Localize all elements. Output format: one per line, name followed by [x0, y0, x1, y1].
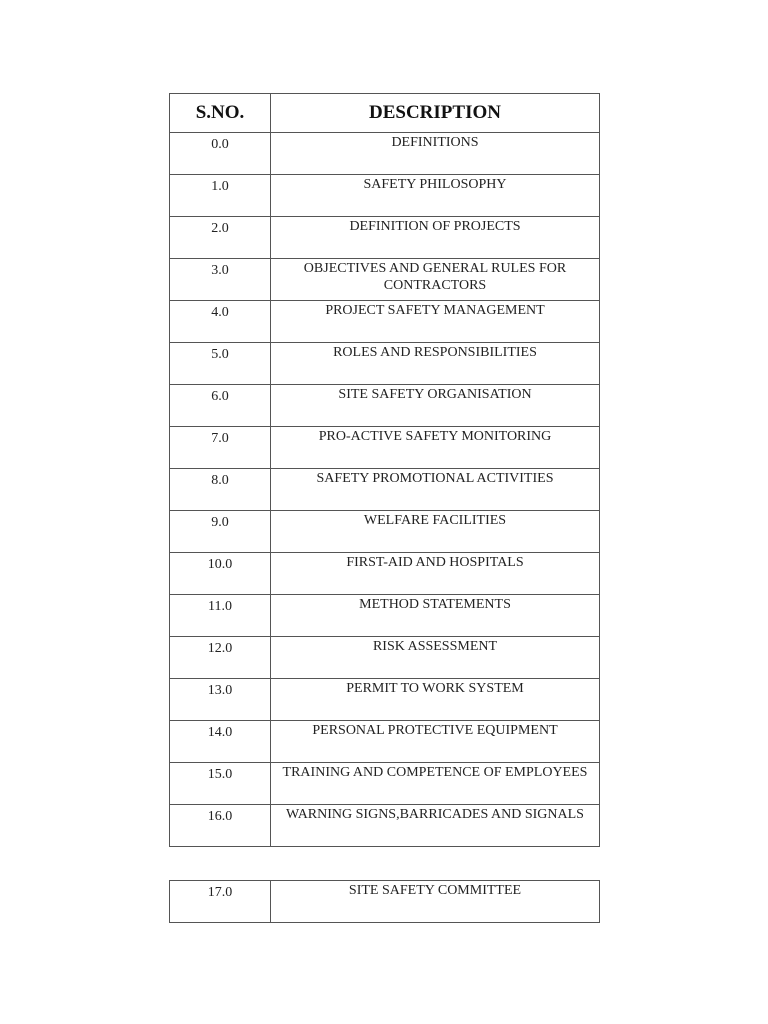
table-row	[170, 637, 600, 679]
table-row	[170, 469, 600, 511]
table-row	[170, 511, 600, 553]
row-sno: 17.0	[170, 881, 271, 923]
row-sno: 15.0	[170, 763, 271, 805]
row-description: DEFINITION OF PROJECTS	[271, 217, 600, 259]
table-row	[170, 427, 600, 469]
row-description: SAFETY PHILOSOPHY	[271, 175, 600, 217]
table-row	[170, 343, 600, 385]
table-row	[170, 679, 600, 721]
row-description: DEFINITIONS	[271, 133, 600, 175]
row-sno: 10.0	[170, 553, 271, 595]
row-sno: 13.0	[170, 679, 271, 721]
row-description: WELFARE FACILITIES	[271, 511, 600, 553]
row-sno: 0.0	[170, 133, 271, 175]
table-row	[170, 217, 600, 259]
row-description: RISK ASSESSMENT	[271, 637, 600, 679]
row-sno: 3.0	[170, 259, 271, 301]
row-description: WARNING SIGNS,BARRICADES AND SIGNALS	[271, 805, 600, 847]
row-sno: 2.0	[170, 217, 271, 259]
row-sno: 6.0	[170, 385, 271, 427]
row-description: SITE SAFETY COMMITTEE	[271, 881, 600, 923]
description-column-header: DESCRIPTION	[271, 94, 600, 133]
sno-column-header: S.NO.	[170, 94, 271, 133]
row-description: PERSONAL PROTECTIVE EQUIPMENT	[271, 721, 600, 763]
row-sno: 7.0	[170, 427, 271, 469]
table-row	[170, 805, 600, 847]
row-description: PERMIT TO WORK SYSTEM	[271, 679, 600, 721]
row-sno: 11.0	[170, 595, 271, 637]
row-sno: 9.0	[170, 511, 271, 553]
row-description: ROLES AND RESPONSIBILITIES	[271, 343, 600, 385]
row-sno: 8.0	[170, 469, 271, 511]
table-row	[170, 881, 600, 923]
row-description: OBJECTIVES AND GENERAL RULES FOR CONTRACTORS	[271, 259, 600, 301]
table-row	[170, 259, 600, 301]
table-row	[170, 133, 600, 175]
row-description: PRO-ACTIVE SAFETY MONITORING	[271, 427, 600, 469]
row-sno: 12.0	[170, 637, 271, 679]
table-row	[170, 595, 600, 637]
table-header-row	[170, 94, 600, 133]
row-sno: 4.0	[170, 301, 271, 343]
row-description: TRAINING AND COMPETENCE OF EMPLOYEES	[271, 763, 600, 805]
contents-table-continuation	[169, 880, 600, 923]
table-row	[170, 763, 600, 805]
table-row	[170, 721, 600, 763]
row-sno: 14.0	[170, 721, 271, 763]
table-row	[170, 553, 600, 595]
row-description: PROJECT SAFETY MANAGEMENT	[271, 301, 600, 343]
row-description: SAFETY PROMOTIONAL ACTIVITIES	[271, 469, 600, 511]
row-description: FIRST-AID AND HOSPITALS	[271, 553, 600, 595]
table-row	[170, 385, 600, 427]
row-sno: 16.0	[170, 805, 271, 847]
row-sno: 5.0	[170, 343, 271, 385]
row-description: SITE SAFETY ORGANISATION	[271, 385, 600, 427]
contents-table	[169, 93, 600, 847]
table-row	[170, 301, 600, 343]
row-sno: 1.0	[170, 175, 271, 217]
row-description: METHOD STATEMENTS	[271, 595, 600, 637]
table-row	[170, 175, 600, 217]
